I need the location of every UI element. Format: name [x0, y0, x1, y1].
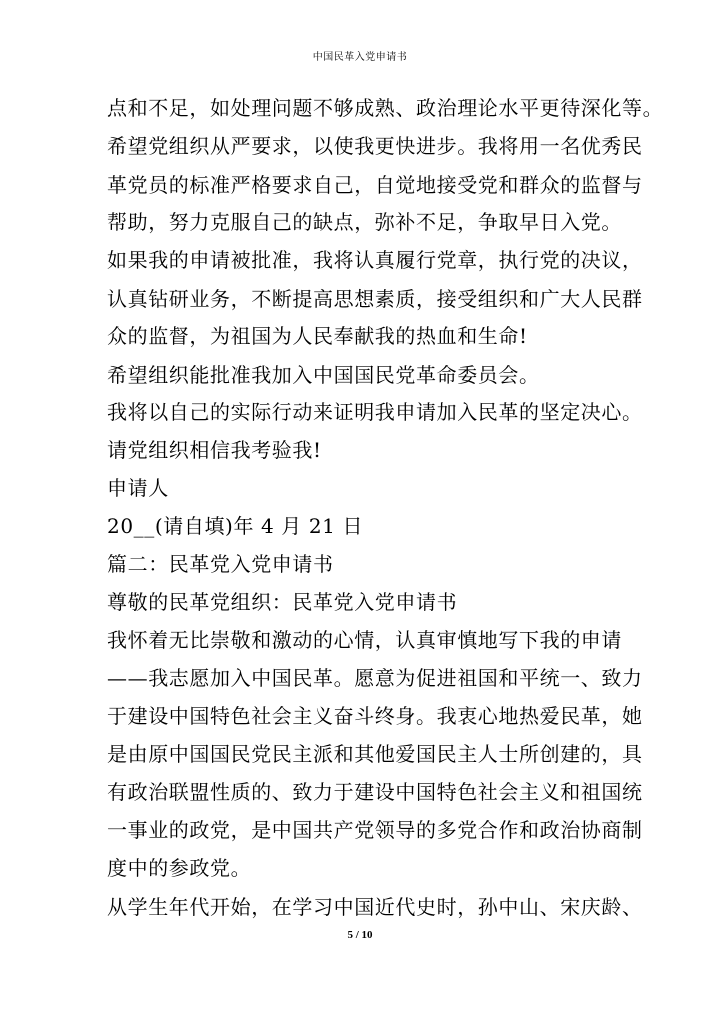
body-line: 度中的参政党。 — [107, 856, 252, 880]
body-line: 认真钻研业务，不断提高思想素质，接受组织和广大人民群 — [107, 287, 643, 311]
body-line: 希望党组织从严要求，以使我更快进步。我将用一名优秀民 — [107, 134, 643, 158]
body-line: 众的监督，为祖国为人民奉献我的热血和生命! — [107, 324, 528, 348]
body-line: 有政治联盟性质的、致力于建设中国特色社会主义和祖国统 — [107, 780, 643, 804]
body-line: 从学生年代开始，在学习中国近代史时，孙中山、宋庆龄、 — [107, 895, 643, 919]
body-line: 于建设中国特色社会主义奋斗终身。我衷心地热爱民革，她 — [107, 704, 643, 728]
section-heading: 篇二：民革党入党申请书 — [107, 552, 334, 576]
body-line: 革党员的标准严格要求自己，自觉地接受党和群众的监督与 — [107, 173, 643, 197]
body-line: 我将以自己的实际行动来证明我申请加入民革的坚定决心。 — [107, 400, 643, 424]
body-line: ——我志愿加入中国民革。愿意为促进祖国和平统一、致力 — [107, 666, 643, 690]
body-line: 点和不足，如处理问题不够成熟、政治理论水平更待深化等。 — [107, 96, 664, 120]
body-line: 一事业的政党，是中国共产党领导的多党合作和政治协商制 — [107, 818, 643, 842]
page-number: 5 / 10 — [347, 929, 373, 941]
body-line: 帮助，努力克服自己的缺点，弥补不足，争取早日入党。 — [107, 210, 622, 234]
body-line: 20__(请自填)年 4 月 21 日 — [107, 514, 364, 538]
body-line: 申请人 — [107, 476, 169, 500]
body-line: 尊敬的民革党组织：民革党入党申请书 — [107, 590, 458, 614]
body-line: 我怀着无比崇敬和激动的心情，认真审慎地写下我的申请 — [107, 628, 622, 652]
page-header-title: 中国民革入党申请书 — [312, 52, 408, 63]
body-line: 如果我的申请被批准，我将认真履行党章，执行党的决议， — [107, 248, 643, 272]
body-line: 是由原中国国民党民主派和其他爱国民主人士所创建的，具 — [107, 742, 643, 766]
body-line: 请党组织相信我考验我! — [107, 438, 322, 462]
body-line: 希望组织能批准我加入中国国民党革命委员会。 — [107, 363, 540, 387]
